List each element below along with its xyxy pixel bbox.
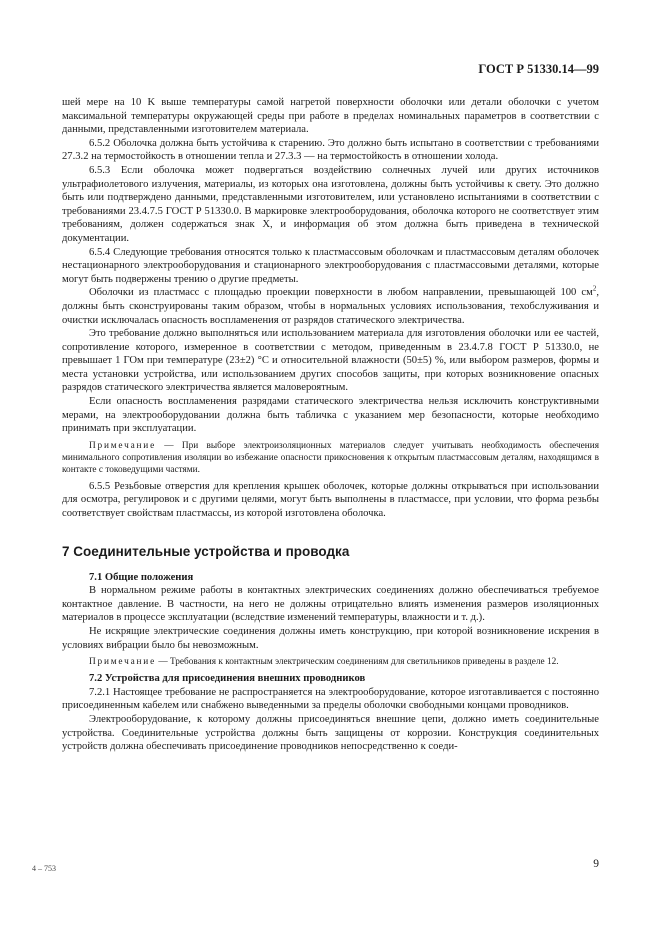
- page-body: [62, 96, 599, 754]
- page-number: 9: [593, 858, 599, 870]
- paragraph-resistance-requirement: Это требование должно выполняться или использованием материала для изготовления оболочки или ее частей, сопротивление которого, измеренное в соответствии с методом, приведенным в 23.4.7.8 ГОСТ Р 51330.0, не превышает 1 ГОм при температуре (23±2) °С и относительной влажности (50±5) %, или выбором размеров, формы и места установки устройства, или использованием других способов защиты, при которых возникновение опасных разрядов статического электричества является маловероятным.: [62, 328, 599, 394]
- area-text-after: , должны быть сконструированы таким образом, чтобы в нормальных условиях использования, техобслуживания и очистки исключалась опасность воспламенения от разрядов статического электричества.: [62, 287, 599, 326]
- note-luminaires: [62, 656, 599, 668]
- paragraph-non-sparking: Не искрящие электрические соединения должны иметь конструкцию, при которой возникновение искрения в условиях вибрации было бы невозможным.: [62, 626, 599, 651]
- note-text: — При выборе электроизоляционных материалов следует учитывать необходимость обеспечения минимального сопротивления изоляции во избежание опасности прикосновения к открытым пластмассовым деталям, находящимся в контакте с токоведущими частями.: [62, 440, 599, 475]
- area-text-before: Оболочки из пластмасс с площадью проекции поверхности в любом направлении, превышающей 100 см: [89, 287, 593, 299]
- note-label: Примечание: [89, 657, 156, 668]
- paragraph-6-5-3: 6.5.3 Если оболочка может подвергаться воздействию солнечных лучей или других источников ультрафиолетового излучения, материалы, из которых она изготовлена, должны быть устойчивы к свету. Это должно быть или подтверждено данными, представленными изготовителем, или установлено испытаниями в соответствии с требованиями 23.4.7.5 ГОСТ Р 51330.0. В маркировке электрооборудования, оболочка которого не соответствует этим требованиям, должен содержаться знак X, и информация об этом должна быть приведена в технической документации.: [62, 164, 599, 244]
- subsection-7-1-heading: 7.1 Общие положения: [89, 571, 194, 583]
- note-insulation: [62, 440, 599, 476]
- paragraph-continuation: шей мере на 10 K выше температуры самой нагретой поверхности оболочки или детали оболочки с учетом максимальной температуры окружающей среды при работе в пределах номинальных параметров в соответствии с данными, представленными изготовителем материала.: [62, 97, 599, 136]
- section-7-heading: 7 Соединительные устройства и проводка: [62, 543, 350, 559]
- paragraph-contact-pressure: В нормальном режиме работы в контактных электрических соединениях должно обеспечиваться требуемое контактное давление. В частности, на него не должны отрицательно влиять изменения размеров изоляционных материалов в процессе эксплуатации (вследствие изменений температуры, влажности и т. д.).: [62, 585, 599, 624]
- paragraph-safety-plate: Если опасность воспламенения разрядами статического электричества нельзя исключить конструктивными мерами, на электрооборудовании должна быть табличка с указанием мер безопасности, которые необходимо принимать при эксплуатации.: [62, 396, 599, 435]
- paragraph-6-5-5: 6.5.5 Резьбовые отверстия для крепления крышек оболочек, которые должны открываться при использовании для осмотра, регулировок и с другими целями, могут быть выполнены в пластмассе, при условии, что форма резьбы соответствует свойствам пластмассы, из которой изготовлена оболочка.: [62, 480, 599, 520]
- subsection-7-2-heading: 7.2 Устройства для присоединения внешних проводников: [89, 673, 366, 685]
- footer-print-code: 4 – 753: [32, 864, 56, 873]
- paragraph-7-2-1: 7.2.1 Настоящее требование не распространяется на электрооборудование, которое изготавливается с постоянно присоединенным кабелем или снабжено выведенными за пределы оболочки свободными концами проводников.: [62, 686, 599, 712]
- paragraph-6-5-2: 6.5.2 Оболочка должна быть устойчива к старению. Это должно быть испытано в соответствии с требованиями 27.3.2 на термостойкость в отношении тепла и 27.3.3 — на термостойкость в отношении холода.: [62, 137, 599, 163]
- area-superscript: 2: [592, 284, 597, 293]
- paragraph-terminal-devices: Электрооборудование, к которому должны присоединяться внешние цепи, должно иметь соединительные устройства. Соединительные устройства должны быть защищены от коррозии. Конструкция соединительных устройств должна обеспечивать присоединение проводников непосредственно к соеди-: [62, 713, 599, 753]
- note-text: — Требования к контактным электрическим соединениям для светильников приведены в разделе 12.: [156, 657, 559, 668]
- paragraph-6-5-4: 6.5.4 Следующие требования относятся только к пластмассовым оболочкам и пластмассовым деталям оболочек нестационарного электрооборудования и стационарного электрооборудования с пластмассовыми деталями, которые могут быть подвержены трению о другие предметы.: [62, 246, 599, 285]
- note-label: Примечание: [89, 440, 156, 451]
- paragraph-plastic-area: [62, 286, 599, 327]
- document-header-id: ГОСТ Р 51330.14—99: [478, 62, 599, 76]
